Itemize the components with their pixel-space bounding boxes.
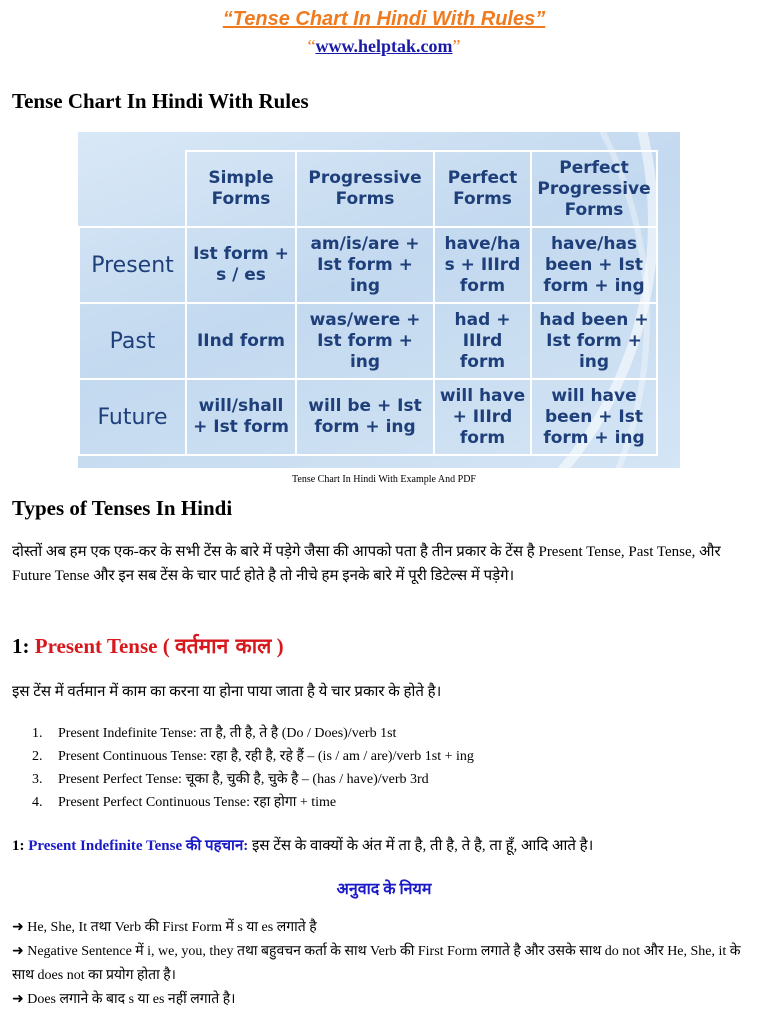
tense-chart-table	[78, 150, 658, 456]
list-item: 1. Present Indefinite Tense: ता है, ती है, ते है (Do / Does)/verb 1st	[32, 726, 397, 741]
rule-line: ➜ Does लगाने के बाद s या es नहीं लगाते है।	[12, 992, 236, 1007]
chart-cell: was/were + Ist form + ing	[296, 303, 434, 379]
present-tense-description: इस टेंस में वर्तमान में काम का करना या होना पाया जाता है ये चार प्रकार के होते है।	[12, 684, 442, 700]
chart-row-present	[79, 227, 657, 303]
identification-label: Present Indefinite Tense की पहचान:	[28, 838, 249, 854]
chart-cell: Ist form + s / es	[186, 227, 296, 303]
row-header-present: Present	[79, 227, 186, 303]
chart-cell: will have + IIIrd form	[434, 379, 531, 455]
chart-cell: have/ha s + IIIrd form	[434, 227, 531, 303]
list-item: 2. Present Continuous Tense: रहा है, रही है, रहे हैं – (is / am / are)/verb 1st + ing	[32, 749, 474, 764]
row-header-past: Past	[79, 303, 186, 379]
chart-cell: IInd form	[186, 303, 296, 379]
translation-rules-heading: अनुवाद के नियम	[336, 881, 432, 898]
chart-cell: will be + Ist form + ing	[296, 379, 434, 455]
chart-cell: have/has been + Ist form + ing	[531, 227, 657, 303]
website-url	[0, 36, 768, 57]
present-tense-heading	[12, 632, 284, 660]
rule-line: ➜ Negative Sentence में i, we, you, they तथा बहुवचन कर्ता के साथ Verb की First Form लगाते है और उसके साथ do not और He, She, it के साथ does not का प्रयोग होता है।	[12, 944, 741, 983]
list-item: 3. Present Perfect Tense: चूका है, चुकी है, चुके है – (has / have)/verb 3rd	[32, 772, 429, 787]
document-title: “Tense Chart In Hindi With Rules”	[222, 8, 546, 30]
translation-rules	[12, 916, 752, 1012]
section-title-hindi: वर्तमान काल	[174, 634, 272, 658]
identification-line	[12, 834, 752, 858]
section-number: 1:	[12, 634, 35, 658]
chart-caption: Tense Chart In Hindi With Example And PDF	[292, 474, 476, 485]
chart-row-future	[79, 379, 657, 455]
present-tense-list	[32, 722, 732, 814]
chart-cell: will have been + Ist form + ing	[531, 379, 657, 455]
url-link[interactable]: www.helptak.com	[315, 36, 453, 56]
rule-line: ➜ He, She, It तथा Verb की First Form में s या es लगाते है	[12, 920, 317, 935]
row-header-future: Future	[79, 379, 186, 455]
chart-header-row	[79, 151, 657, 227]
column-header-progressive: Progressive Forms	[296, 151, 434, 227]
chart-cell: am/is/are + Ist form + ing	[296, 227, 434, 303]
section-title-close: )	[271, 634, 284, 658]
url-open-quote: “	[307, 36, 316, 56]
intro-paragraph: दोस्तों अब हम एक एक-कर के सभी टेंस के बारे में पड़ेगे जैसा की आपको पता है तीन प्रकार के टेंस है Present Tense, Past Tense, और Future Tense और इन सब टेंस के चार पार्ट होते है तो नीचे हम इनके बारे में पूरी डिटेल्स में पड़ेगे।	[12, 544, 721, 584]
column-header-perfect-progressive: Perfect Progressive Forms	[531, 151, 657, 227]
section-title: Present Tense (	[34, 634, 175, 658]
list-item: 4. Present Perfect Continuous Tense: रहा होगा + time	[32, 795, 337, 810]
chart-cell: had been + Ist form + ing	[531, 303, 657, 379]
chart-cell: will/shall + Ist form	[186, 379, 296, 455]
column-header-simple: Simple Forms	[186, 151, 296, 227]
identification-text: इस टेंस के वाक्यों के अंत में ता है, ती है, ते है, ता हूँ, आदि आते है।	[248, 838, 594, 854]
column-header-perfect: Perfect Forms	[434, 151, 531, 227]
chart-cell: had + IIIrd form	[434, 303, 531, 379]
section-heading-types: Types of Tenses In Hindi	[12, 496, 233, 520]
identification-number: 1:	[12, 838, 29, 854]
chart-row-past	[79, 303, 657, 379]
tense-chart-image	[78, 132, 680, 468]
chart-corner-cell	[79, 151, 186, 227]
page-heading: Tense Chart In Hindi With Rules	[12, 89, 309, 113]
url-close-quote: ”	[452, 36, 461, 56]
